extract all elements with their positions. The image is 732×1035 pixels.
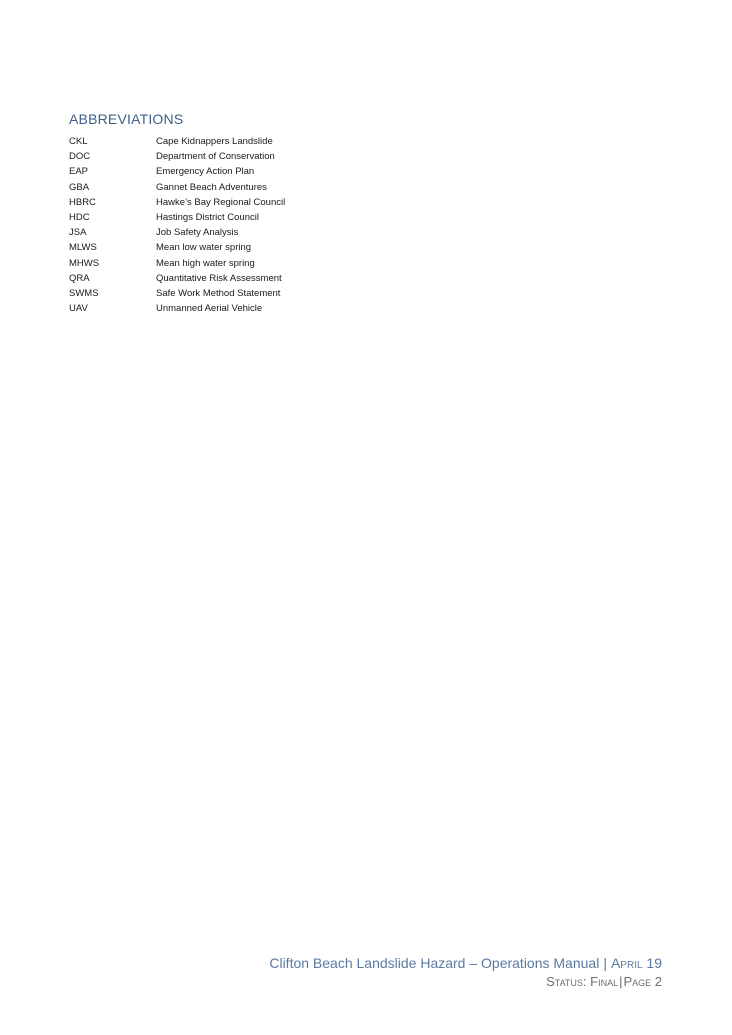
abbreviation-term: UAV bbox=[69, 303, 88, 315]
abbreviation-row bbox=[69, 256, 285, 271]
abbreviation-definition: Mean high water spring bbox=[156, 257, 255, 269]
abbreviation-row bbox=[69, 149, 285, 164]
abbreviation-term: HBRC bbox=[69, 196, 96, 208]
abbreviation-definition: Hastings District Council bbox=[156, 212, 259, 224]
abbreviation-term: QRA bbox=[69, 272, 90, 284]
abbreviation-term: GBA bbox=[69, 181, 90, 193]
abbreviation-term: CKL bbox=[69, 136, 88, 148]
abbreviation-row bbox=[69, 271, 285, 286]
abbreviation-definition: Unmanned Aerial Vehicle bbox=[156, 303, 263, 315]
section-heading: ABBREVIATIONS bbox=[69, 111, 184, 127]
abbreviation-row bbox=[69, 225, 285, 240]
abbreviation-row bbox=[69, 195, 285, 210]
footer-date: April 19 bbox=[610, 955, 662, 971]
footer-separator: | bbox=[603, 955, 607, 971]
abbreviation-definition: Safe Work Method Statement bbox=[156, 287, 281, 299]
abbreviation-term: DOC bbox=[69, 151, 91, 163]
footer-status-line bbox=[546, 974, 662, 989]
abbreviation-definition: Job Safety Analysis bbox=[156, 227, 239, 239]
abbreviation-row bbox=[69, 180, 285, 195]
abbreviation-row bbox=[69, 286, 285, 301]
abbreviation-row bbox=[69, 301, 285, 316]
footer-document-title: Clifton Beach Landslide Hazard – Operations Manual bbox=[269, 955, 600, 971]
abbreviation-definition: Quantitative Risk Assessment bbox=[156, 272, 282, 284]
abbreviation-definition: Department of Conservation bbox=[156, 151, 275, 163]
abbreviation-definition: Cape Kidnappers Landslide bbox=[156, 136, 273, 148]
abbreviation-term: MLWS bbox=[69, 242, 97, 254]
footer-title-line bbox=[269, 955, 662, 971]
abbreviation-term: SWMS bbox=[69, 287, 99, 299]
abbreviation-term: MHWS bbox=[69, 257, 100, 269]
abbreviation-row bbox=[69, 134, 285, 149]
abbreviation-row bbox=[69, 164, 285, 179]
abbreviation-definition: Gannet Beach Adventures bbox=[156, 181, 267, 193]
abbreviation-definition: Emergency Action Plan bbox=[156, 166, 255, 178]
footer-page-number: Page 2 bbox=[623, 974, 662, 989]
abbreviation-row bbox=[69, 210, 285, 225]
abbreviation-term: EAP bbox=[69, 166, 89, 178]
abbreviation-definition: Mean low water spring bbox=[156, 242, 252, 254]
abbreviation-definition: Hawke’s Bay Regional Council bbox=[156, 196, 286, 208]
abbreviation-term: JSA bbox=[69, 227, 87, 239]
abbreviation-term: HDC bbox=[69, 212, 90, 224]
abbreviation-row bbox=[69, 240, 285, 255]
footer-status-separator: | bbox=[619, 974, 623, 989]
footer-status: Status: Final bbox=[546, 974, 619, 989]
abbreviation-list bbox=[69, 134, 285, 316]
